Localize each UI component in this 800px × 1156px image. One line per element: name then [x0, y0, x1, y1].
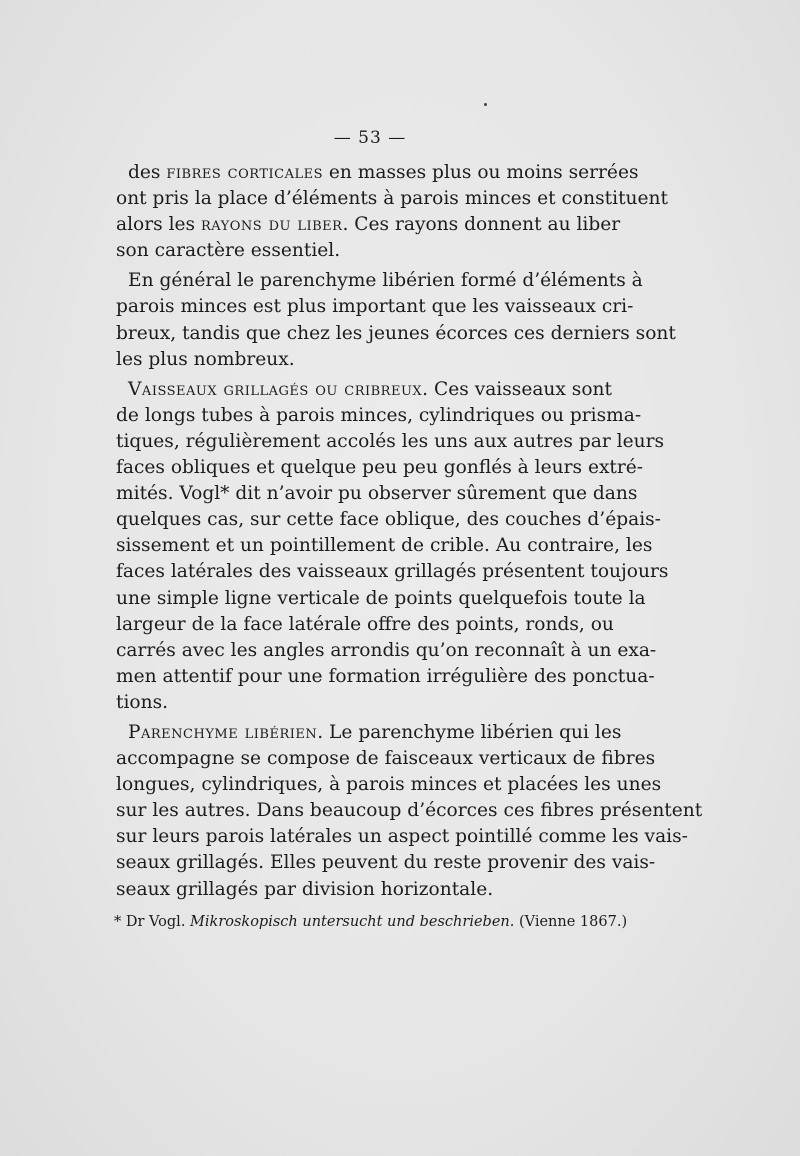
- text-line: [116, 798, 703, 824]
- text-run: faces obliques et quelque peu peu gonflés à leurs extré-: [116, 457, 644, 479]
- paragraph: [116, 160, 668, 264]
- paper-speck: [484, 103, 487, 106]
- text-run: des: [128, 162, 167, 183]
- text-line: [116, 429, 665, 455]
- text-run: carrés avec les angles arrondis qu’on reconnaît à un exa-: [116, 639, 657, 661]
- text-line: [116, 403, 642, 429]
- text-run: sissement et un pointillement de crible. Au contraire, les: [116, 535, 653, 557]
- text-run: ont pris la place d’éléments à parois minces et constituent: [116, 188, 668, 210]
- text-run: En général le parenchyme libérien formé d’éléments à: [128, 270, 643, 292]
- text-line: [116, 212, 621, 238]
- small-caps-term: rayons du liber: [200, 214, 343, 236]
- paragraph: [116, 268, 676, 372]
- text-run: une simple ligne verticale de points quelquefois toute la: [116, 587, 646, 609]
- text-line: [116, 746, 656, 772]
- small-caps-term: Vaisseaux grillagés ou cribreux: [128, 378, 423, 400]
- text-line: [116, 533, 653, 559]
- text-line: [116, 321, 676, 347]
- page-number: — 53 —: [333, 128, 407, 148]
- text-run: les plus nombreux.: [116, 348, 295, 370]
- text-line: [116, 824, 688, 850]
- text-line: [116, 481, 638, 507]
- text-line: [116, 347, 612, 373]
- text-run: seaux grillagés. Elles peuvent du reste provenir des vais-: [116, 852, 656, 874]
- small-caps-term: fibres corticales: [166, 162, 323, 183]
- text-line: [116, 507, 661, 533]
- text-line: [116, 850, 656, 876]
- text-run: mités. Vogl* dit n’avoir pu observer sûrement que dans: [116, 483, 638, 505]
- text-run: quelques cas, sur cette face oblique, des couches d’épais-: [116, 509, 661, 531]
- text-line: [116, 268, 643, 294]
- body-text: [116, 160, 703, 903]
- text-line: [116, 690, 612, 716]
- text-run: son caractère essentiel.: [116, 240, 341, 262]
- text-run: sur les autres. Dans beaucoup d’écorces ces fibres présentent: [116, 800, 703, 822]
- text-run: seaux grillagés par division horizontale.: [116, 878, 494, 900]
- text-line: [116, 638, 657, 664]
- text-run: alors les: [116, 214, 201, 236]
- footnote-title: Mikroskopisch untersucht und beschrieben.: [190, 914, 515, 930]
- paragraph: [116, 377, 669, 716]
- text-run: breux, tandis que chez les jeunes écorces ces derniers sont: [116, 322, 676, 344]
- text-run: faces latérales des vaisseaux grillagés présentent toujours: [116, 561, 669, 583]
- text-line: [116, 559, 669, 585]
- text-run: parois minces est plus important que les vaisseaux cri-: [116, 296, 634, 318]
- text-line: [116, 455, 644, 481]
- text-line: [116, 186, 668, 212]
- text-run: longues, cylindriques, à parois minces et placées les unes: [116, 774, 662, 796]
- text-line: [116, 720, 622, 746]
- text-line: [116, 877, 612, 903]
- text-run: de longs tubes à parois minces, cylindriques ou prisma-: [116, 404, 642, 426]
- text-line: [116, 377, 612, 403]
- text-line: [116, 586, 646, 612]
- text-run: tions.: [116, 691, 169, 713]
- text-run: men attentif pour une formation irrégulière des ponctua-: [116, 665, 655, 687]
- footnote-rest: (Vienne 1867.): [514, 914, 628, 930]
- text-run: sur leurs parois latérales un aspect pointillé comme les vais-: [116, 826, 688, 848]
- footnote-marker: * Dr Vogl.: [114, 914, 191, 930]
- text-line: [116, 294, 634, 320]
- small-caps-term: Parenchyme libérien: [128, 721, 318, 743]
- text-line: [116, 160, 639, 186]
- text-run: largeur de la face latérale offre des points, ronds, ou: [116, 613, 614, 635]
- text-line: [116, 664, 655, 690]
- text-run: . Le parenchyme libérien qui les: [317, 721, 622, 743]
- text-line: [116, 238, 612, 264]
- paragraph: [116, 720, 703, 903]
- text-run: . Ces rayons donnent au liber: [342, 214, 621, 236]
- text-run: en masses plus ou moins serrées: [323, 162, 639, 183]
- text-run: . Ces vaisseaux sont: [422, 378, 612, 400]
- footnote: [114, 914, 634, 930]
- text-line: [116, 612, 612, 638]
- text-line: [116, 772, 662, 798]
- text-run: accompagne se compose de faisceaux verticaux de fibres: [116, 748, 656, 770]
- text-run: tiques, régulièrement accolés les uns aux autres par leurs: [116, 430, 665, 452]
